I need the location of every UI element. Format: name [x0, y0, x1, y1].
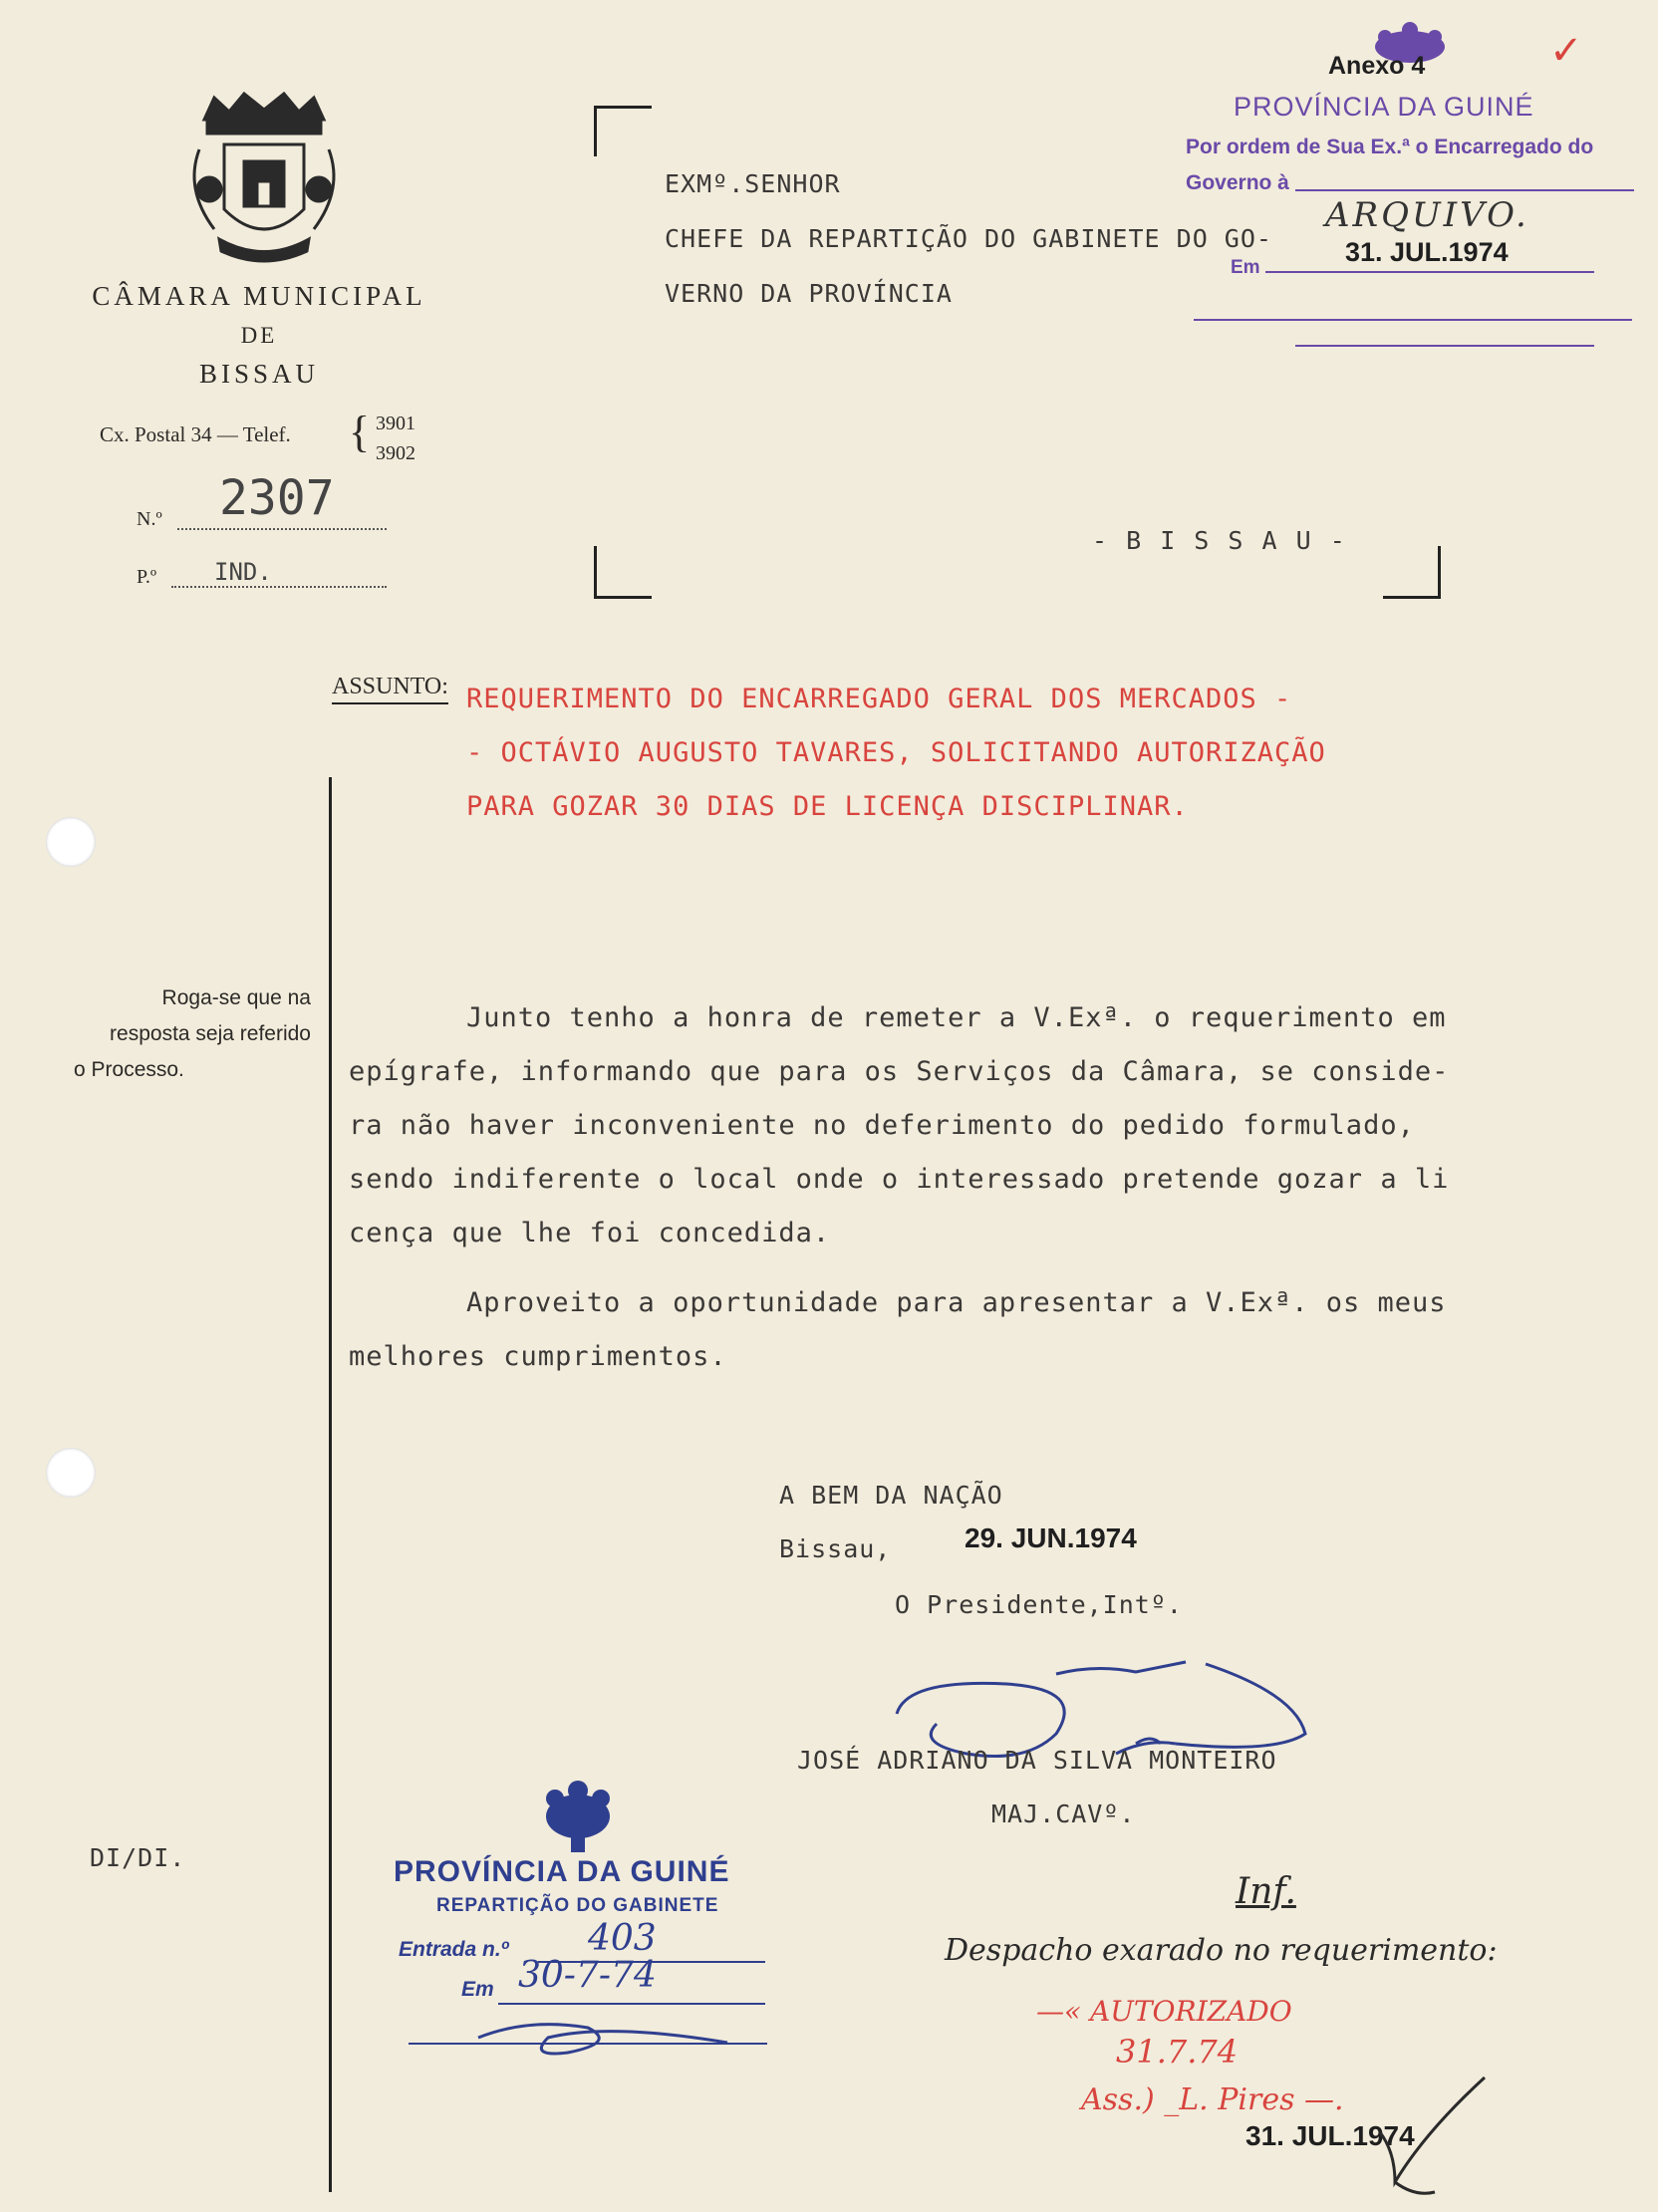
body-p2-line-2: melhores cumprimentos.	[349, 1341, 727, 1372]
top-stamp-order-1: Por ordem de Sua Ex.ª o Encarregado do	[1186, 136, 1594, 158]
bottom-stamp-emblem-icon	[533, 1779, 623, 1858]
top-stamp-date: 31. JUL.1974	[1345, 237, 1509, 267]
top-stamp-line-1	[1295, 189, 1634, 191]
check-mark-icon: ✓	[1549, 28, 1583, 74]
phone-2: 3902	[376, 442, 415, 464]
sidebar-note-line-2: resposta seja referido	[110, 1022, 311, 1045]
dispatch-line-1: Despacho exarado no requerimento:	[945, 1933, 1498, 1968]
closing-title: O Presidente,Intº.	[895, 1590, 1183, 1619]
top-stamp-province: PROVÍNCIA DA GUINÉ	[1234, 92, 1534, 122]
signer-rank: MAJ.CAVº.	[991, 1799, 1136, 1828]
top-stamp-line-3	[1194, 319, 1632, 321]
address-line-2: CHEFE DA REPARTIÇÃO DO GABINETE DO GO-	[665, 224, 1272, 253]
bottom-stamp-date: 30-7-74	[518, 1955, 657, 1996]
body-p1-line-4: sendo indiferente o local onde o interessado pretende gozar a li	[349, 1164, 1450, 1195]
body-p1-line-3: ra não haver inconveniente no deferimento do pedido formulado,	[349, 1110, 1415, 1141]
closing-date-stamp: 29. JUN.1974	[965, 1522, 1137, 1553]
dispatch-line-4: Ass.) _L. Pires —.	[1081, 2082, 1344, 2117]
dispatch-heading: Inf.	[1236, 1871, 1296, 1912]
dispatch-date-stamp: 31. JUL.1974	[1245, 2120, 1415, 2151]
closing-motto: A BEM DA NAÇÃO	[779, 1481, 1003, 1510]
number-label: N.º	[137, 508, 162, 530]
bottom-stamp-entry-label: Entrada n.º	[399, 1938, 509, 1961]
address-city: - B I S S A U -	[1092, 526, 1347, 555]
margin-line	[329, 777, 332, 2192]
municipality-name: CÂMARA MUNICIPAL	[92, 281, 426, 311]
bottom-stamp-line-3	[409, 2043, 767, 2045]
postal-info: Cx. Postal 34 — Telef.	[100, 422, 291, 446]
address-line-1: EXMº.SENHOR	[665, 169, 841, 198]
punch-hole-top	[46, 817, 96, 867]
subject-label: ASSUNTO:	[332, 674, 448, 704]
municipality-de: DE	[240, 323, 278, 348]
brace-glyph: {	[349, 408, 371, 456]
coat-of-arms-icon	[179, 90, 349, 269]
annex-label: Anexo 4	[1328, 52, 1426, 80]
dispatch-check-icon	[1375, 2073, 1495, 2212]
punch-hole-bottom	[46, 1448, 96, 1498]
top-stamp-line-2	[1265, 271, 1594, 273]
sidebar-note-line-1: Roga-se que na	[161, 986, 311, 1009]
body-p1-line-5: cença que lhe foi concedida.	[349, 1218, 831, 1248]
bottom-stamp-entry-number: 403	[588, 1918, 657, 1959]
top-stamp-order-2: Governo à	[1186, 171, 1289, 194]
number-line	[177, 528, 387, 530]
address-bracket-bottom-right	[1383, 546, 1441, 599]
process-line	[171, 586, 387, 588]
signer-name: JOSÉ ADRIANO DA SILVA MONTEIRO	[797, 1746, 1277, 1775]
bottom-stamp-date-label: Em	[461, 1978, 494, 2001]
bottom-stamp-initials-icon	[448, 2008, 757, 2068]
sidebar-note-line-3: o Processo.	[74, 1058, 184, 1081]
top-stamp-date-label: Em	[1231, 257, 1260, 278]
bottom-stamp-province: PROVÍNCIA DA GUINÉ	[394, 1855, 730, 1888]
phone-1: 3901	[376, 413, 415, 434]
bottom-stamp-department: REPARTIÇÃO DO GABINETE	[436, 1895, 719, 1916]
subject-line-3: PARA GOZAR 30 DIAS DE LICENÇA DISCIPLINAR.	[466, 791, 1189, 822]
dispatch-line-2: —« AUTORIZADO	[1036, 1995, 1292, 2028]
address-bracket-bottom-left	[594, 546, 652, 599]
body-p2-line-1: Aproveito a oportunidade para apresentar a V.Exª. os meus	[466, 1287, 1447, 1318]
municipality-city: BISSAU	[198, 359, 320, 389]
reference-code: DI/DI.	[90, 1843, 186, 1872]
body-p1-line-2: epígrafe, informando que para os Serviços da Câmara, se conside-	[349, 1056, 1450, 1087]
subject-line-1: REQUERIMENTO DO ENCARREGADO GERAL DOS MERCADOS -	[466, 684, 1292, 714]
bottom-stamp-line-2	[498, 2003, 765, 2005]
address-line-3: VERNO DA PROVÍNCIA	[665, 279, 953, 308]
dispatch-line-3: 31.7.74	[1116, 2033, 1239, 2071]
process-value: IND.	[214, 558, 272, 586]
address-bracket-top-left	[594, 106, 652, 156]
closing-place: Bissau,	[779, 1534, 892, 1563]
body-p1-line-1: Junto tenho a honra de remeter a V.Exª. o requerimento em	[466, 1002, 1447, 1033]
process-label: P.º	[137, 566, 157, 588]
number-value: 2307	[219, 470, 335, 526]
top-stamp-line-4	[1295, 345, 1594, 347]
top-stamp-destination: ARQUIVO.	[1325, 195, 1529, 235]
subject-line-2: - OCTÁVIO AUGUSTO TAVARES, SOLICITANDO AUTORIZAÇÃO	[466, 737, 1326, 768]
